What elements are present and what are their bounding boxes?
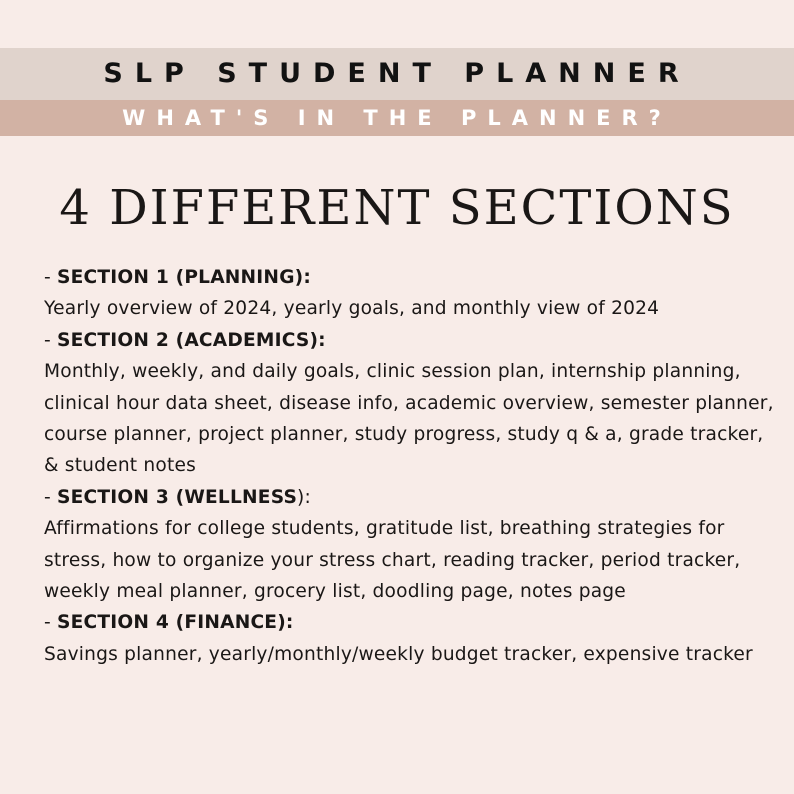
bullet-dash: - bbox=[44, 612, 58, 634]
section-label: SECTION 4 (FINANCE): bbox=[57, 612, 294, 634]
bullet-dash: - bbox=[44, 267, 58, 288]
bullet-dash: - bbox=[44, 486, 58, 508]
planner-title: SLP STUDENT PLANNER bbox=[103, 58, 691, 89]
section-heading bbox=[44, 262, 784, 293]
section-4 bbox=[44, 607, 784, 670]
section-3 bbox=[44, 482, 784, 608]
sections-list bbox=[44, 262, 784, 670]
section-2 bbox=[44, 325, 784, 482]
title-band bbox=[0, 48, 794, 100]
section-heading bbox=[44, 607, 784, 638]
section-label: SECTION 1 (PLANNING): bbox=[57, 267, 311, 288]
section-heading bbox=[44, 325, 784, 356]
section-description: Yearly overview of 2024, yearly goals, and monthly view of 2024 bbox=[44, 298, 660, 320]
section-1 bbox=[44, 262, 784, 325]
bullet-dash: - bbox=[44, 329, 58, 351]
subtitle-band bbox=[0, 100, 794, 136]
section-description: Monthly, weekly, and daily goals, clinic session plan, internship planning, clinical hour data sheet, disease info, academic overview, semester planner, course planner, project planner, study progress, study q & a, grade tracker, & student notes bbox=[44, 361, 774, 477]
section-description: Savings planner, yearly/monthly/weekly budget tracker, expensive tracker bbox=[44, 643, 753, 665]
section-description: Affirmations for college students, gratitude list, breathing strategies for stress, how to organize your stress chart, reading tracker, period tracker, weekly meal planner, grocery list, doodling page, notes page bbox=[44, 518, 741, 603]
section-label: SECTION 3 (WELLNESS bbox=[57, 486, 298, 508]
page-heading: 4 DIFFERENT SECTIONS bbox=[59, 180, 735, 236]
section-label: SECTION 2 (ACADEMICS): bbox=[57, 329, 326, 351]
section-heading bbox=[44, 482, 784, 513]
planner-subtitle: WHAT'S IN THE PLANNER? bbox=[122, 106, 672, 130]
section-label-tail: ): bbox=[297, 486, 311, 508]
